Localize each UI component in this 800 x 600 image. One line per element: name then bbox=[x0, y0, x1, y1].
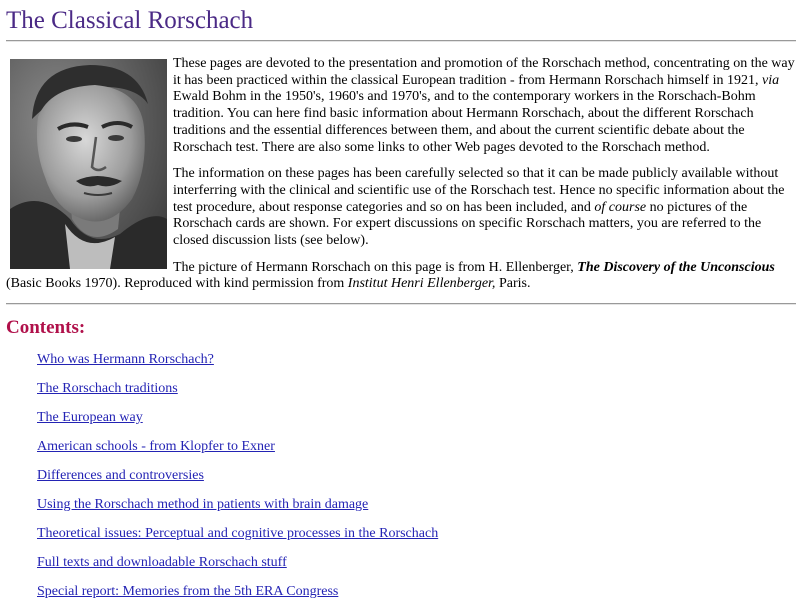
list-item bbox=[37, 381, 796, 410]
toc-link-rorschach-traditions[interactable]: The Rorschach traditions bbox=[37, 381, 178, 397]
toc-link-differences-controversies[interactable]: Differences and controversies bbox=[37, 468, 204, 484]
toc-link-special-report[interactable]: Special report: Memories from the 5th ERA Congress bbox=[37, 584, 339, 600]
list-item bbox=[37, 584, 796, 600]
page-title: The Classical Rorschach bbox=[6, 7, 254, 34]
list-item bbox=[37, 439, 796, 468]
page bbox=[6, 0, 796, 600]
list-item bbox=[37, 468, 796, 497]
portrait-photo-icon bbox=[10, 59, 167, 269]
intro-p2-text-1: The information on these pages has been carefully selected so that it can be made publicly available without interferring with the clinical and scientific use of the Rorschach test. Hence no specific information about the test procedure, about response categories and so on has been included, and bbox=[173, 166, 785, 215]
toc-link-full-texts[interactable]: Full texts and downloadable Rorschach stuff bbox=[37, 555, 287, 571]
toc-link-who-was-rorschach[interactable]: Who was Hermann Rorschach? bbox=[37, 352, 214, 368]
list-item bbox=[37, 410, 796, 439]
intro-p3-text-1: The picture of Hermann Rorschach on this page is from H. Ellenberger, bbox=[173, 259, 578, 275]
title-divider bbox=[6, 40, 796, 42]
contents-heading: Contents: bbox=[6, 317, 86, 339]
intro-p1-via: via bbox=[761, 72, 780, 88]
toc-link-european-way[interactable]: The European way bbox=[37, 410, 143, 426]
contents-divider bbox=[6, 303, 796, 305]
institute-name: Institut Henri Ellenberger, bbox=[347, 276, 496, 292]
intro-p1-text-1: These pages are devoted to the presentation and promotion of the Rorschach method, concentrating on the way it has been practiced within the classical European tradition - from Hermann Rorschach himself in 1921, bbox=[173, 56, 795, 88]
list-item bbox=[37, 497, 796, 526]
list-item bbox=[37, 555, 796, 584]
toc-link-brain-damage[interactable]: Using the Rorschach method in patients with brain damage bbox=[37, 497, 369, 513]
book-title: The Discovery of the Unconscious bbox=[577, 259, 775, 275]
intro-p3-text-2: (Basic Books 1970). Reproduced with kind permission from bbox=[6, 276, 348, 292]
intro-p2-of-course: of course bbox=[594, 199, 647, 215]
intro-section bbox=[6, 56, 796, 293]
toc-link-american-schools[interactable]: American schools - from Klopfer to Exner bbox=[37, 439, 275, 455]
intro-p2-text-2: no pictures of the Rorschach cards are shown. For expert discussions on specific Rorschach matters, you are referred to the closed discussion lists (see below). bbox=[173, 199, 762, 249]
contents-list bbox=[37, 352, 796, 600]
intro-p1-text-2: Ewald Bohm in the 1950's, 1960's and 1970's, and to the contemporary workers in the Rorschach-Bohm tradition. You can here find basic information about Hermann Rorschach, about the different Rorschach traditions and the essential differences between them, and about the current scientific debate about the Rorschach test. There are also some links to other Web pages devoted to the Rorschach method. bbox=[173, 89, 756, 155]
intro-p3-text-3: Paris. bbox=[495, 276, 531, 292]
list-item bbox=[37, 526, 796, 555]
list-item bbox=[37, 352, 796, 381]
toc-link-theoretical-issues[interactable]: Theoretical issues: Perceptual and cognitive processes in the Rorschach bbox=[37, 526, 439, 542]
